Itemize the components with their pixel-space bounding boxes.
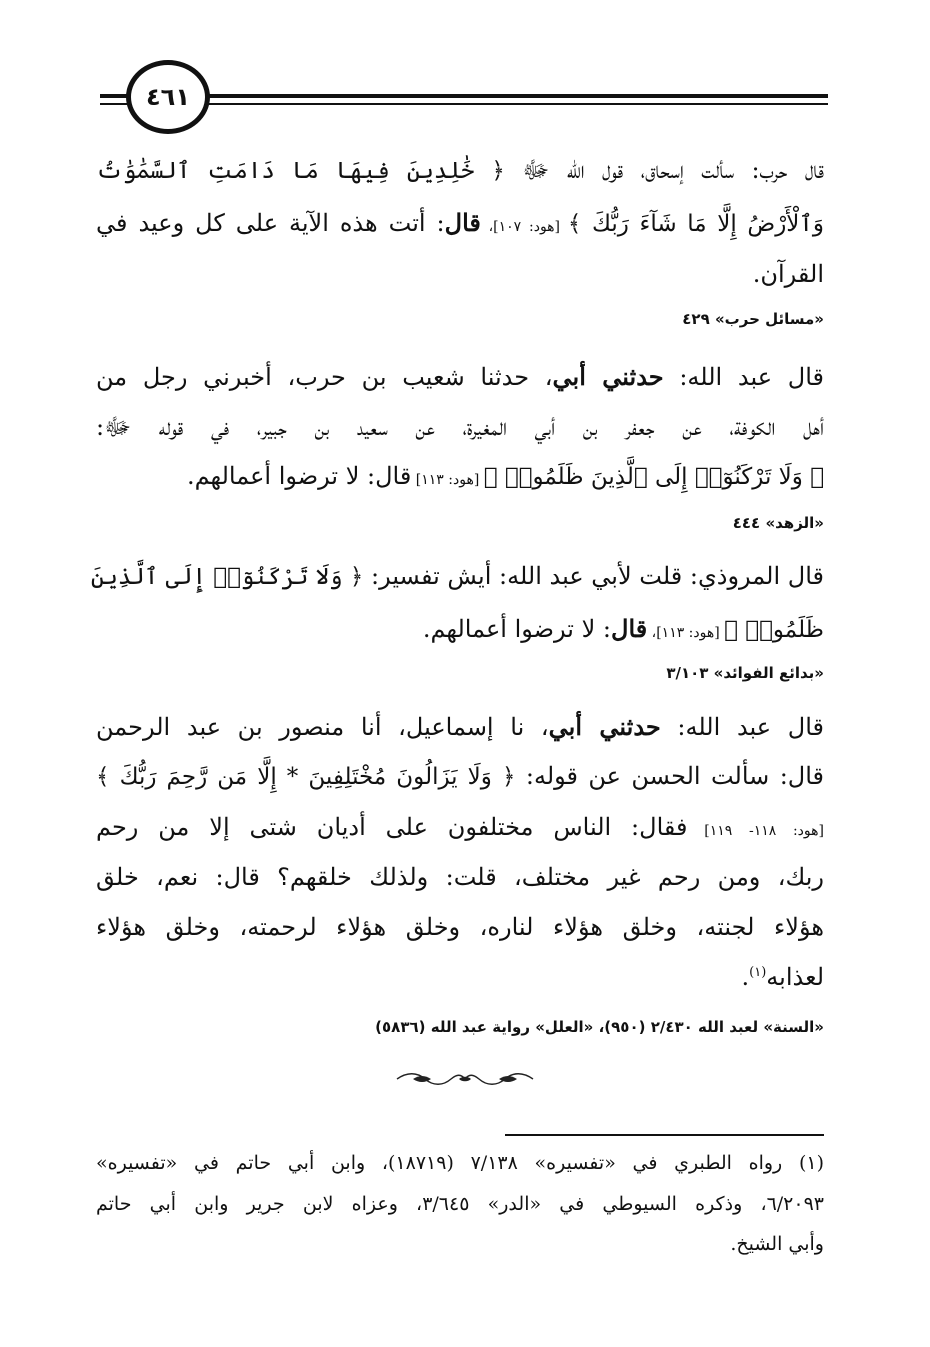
entry-4-line-3 — [96, 813, 824, 841]
text-span: ، نا إسماعيل، أنا منصور بن عبد الرحمن — [96, 713, 549, 741]
entry-4-source: «السنة» لعبد الله ٢/٤٣٠ (٩٥٠)، «العلل» رواية عبد الله (٥٨٣٦) — [375, 1018, 824, 1036]
entry-4-line-5 — [96, 913, 824, 941]
entry-1-line-2 — [96, 208, 824, 237]
text-span: لعذابه — [766, 963, 824, 991]
verse-reference: [هود: ١١٨- ١١٩] — [687, 823, 824, 839]
text-span: ربك، ومن رحم غير مختلف، قلت: ولذلك خلقهم؟ قال: نعم، خلق — [96, 863, 824, 891]
bold-span: قال — [444, 208, 481, 237]
text-span: القرآن. — [752, 260, 824, 288]
entry-2-source: «الزهد» ٤٤٤ — [732, 514, 824, 532]
text-span: قال: لا ترضوا أعمالهم. — [186, 462, 412, 490]
page-number: ٤٦١ — [146, 83, 190, 111]
quran-verse: ﴿ وَلَا تَرْكَنُوٓا۟ إِلَى ٱلَّذِينَ ظَلَمُوا۟ ﴾ — [483, 464, 824, 490]
verse-reference: [هود: ١١٣]، — [647, 625, 725, 641]
verse-reference: [هود: ١١٣] — [411, 472, 484, 488]
entry-2-line-2 — [96, 412, 824, 447]
entry-2-line-3 — [96, 462, 824, 490]
ornament-divider-icon — [395, 1070, 535, 1088]
footnote-marker[interactable]: (١) — [749, 965, 767, 980]
entry-4-line-6 — [96, 963, 824, 991]
quran-verse: ﴿ وَلَا تَرْكَنُوٓا۟ إِلَى ٱلَّذِينَ — [90, 564, 364, 590]
text-span: قال حرب: سألت إسحاق، قول الله ﷻ — [504, 156, 824, 184]
text-span: : أتت هذه الآية على كل وعيد في — [96, 209, 445, 237]
footnote-line-1: (١) رواه الطبري في «تفسيره» ٧/١٣٨ (١٨٧١٩)، وابن أبي حاتم في «تفسيره» — [96, 1152, 825, 1174]
text-span: فقال: الناس مختلفون على أديان شتى إلا من رحم — [96, 813, 688, 841]
text-span: قال المروذي: قلت لأبي عبد الله: أيش تفسير: — [363, 562, 824, 590]
text-span: ، حدثنا شعيب بن حرب، أخبرني رجل من — [96, 363, 553, 391]
quran-verse: ﴿ وَلَا يَزَالُونَ مُخْتَلِفِينَ * إِلَّا مَن رَّحِمَ رَبُّكَ ﴾ — [96, 764, 516, 790]
entry-1-line-1 — [96, 155, 824, 190]
entry-4-line-4 — [96, 863, 824, 891]
text-span: أهل الكوفة، عن جعفر بن أبي المغيرة، عن سعيد بن جبير، في قوله ﷻ: — [96, 413, 824, 441]
entry-1-line-3 — [96, 260, 824, 288]
bold-span: حدثني أبي — [552, 362, 664, 391]
text-span: قال عبد الله: — [663, 363, 824, 391]
entry-4-line-1 — [96, 712, 824, 741]
bold-span: قال — [611, 614, 648, 643]
text-span: قال عبد الله: — [660, 713, 824, 741]
verse-reference: [هود: ١٠٧]، — [480, 219, 568, 235]
entry-4-line-2 — [96, 762, 824, 790]
quran-verse: ﴿ خَٰلِدِينَ فِيهَا مَا دَامَتِ ٱلسَّمَٰوَٰتُ — [96, 158, 505, 184]
bold-span: حدثني أبي — [548, 712, 661, 741]
entry-1-source: «مسائل حرب» ٤٢٩ — [682, 310, 824, 328]
quran-verse: ظَلَمُوا۟ ﴾ — [724, 617, 824, 643]
footnote-separator — [505, 1134, 824, 1136]
footnote-line-3: وأبي الشيخ. — [730, 1233, 824, 1255]
text-span: هؤلاء لجنته، وخلق هؤلاء لناره، وخلق هؤلاء لرحمته، وخلق هؤلاء — [96, 913, 824, 941]
entry-3-line-1 — [90, 562, 824, 590]
entry-2-line-1 — [96, 362, 824, 391]
text-span: : لا ترضوا أعمالهم. — [422, 615, 611, 643]
entry-3-line-2 — [96, 614, 824, 643]
footnote-line-2: ٦/٢٠٩٣، وذكره السيوطي في «الدر» ٣/٦٤٥، وعزاه لابن جرير وابن أبي حاتم — [96, 1193, 825, 1215]
text-span: قال: سألت الحسن عن قوله: — [515, 762, 824, 790]
text-span: . — [741, 963, 750, 991]
entry-3-source: «بدائع الفوائد» ٣/١٠٣ — [666, 664, 824, 682]
quran-verse: وَٱلْأَرْضُ إِلَّا مَا شَآءَ رَبُّكَ ﴾ — [567, 211, 825, 237]
